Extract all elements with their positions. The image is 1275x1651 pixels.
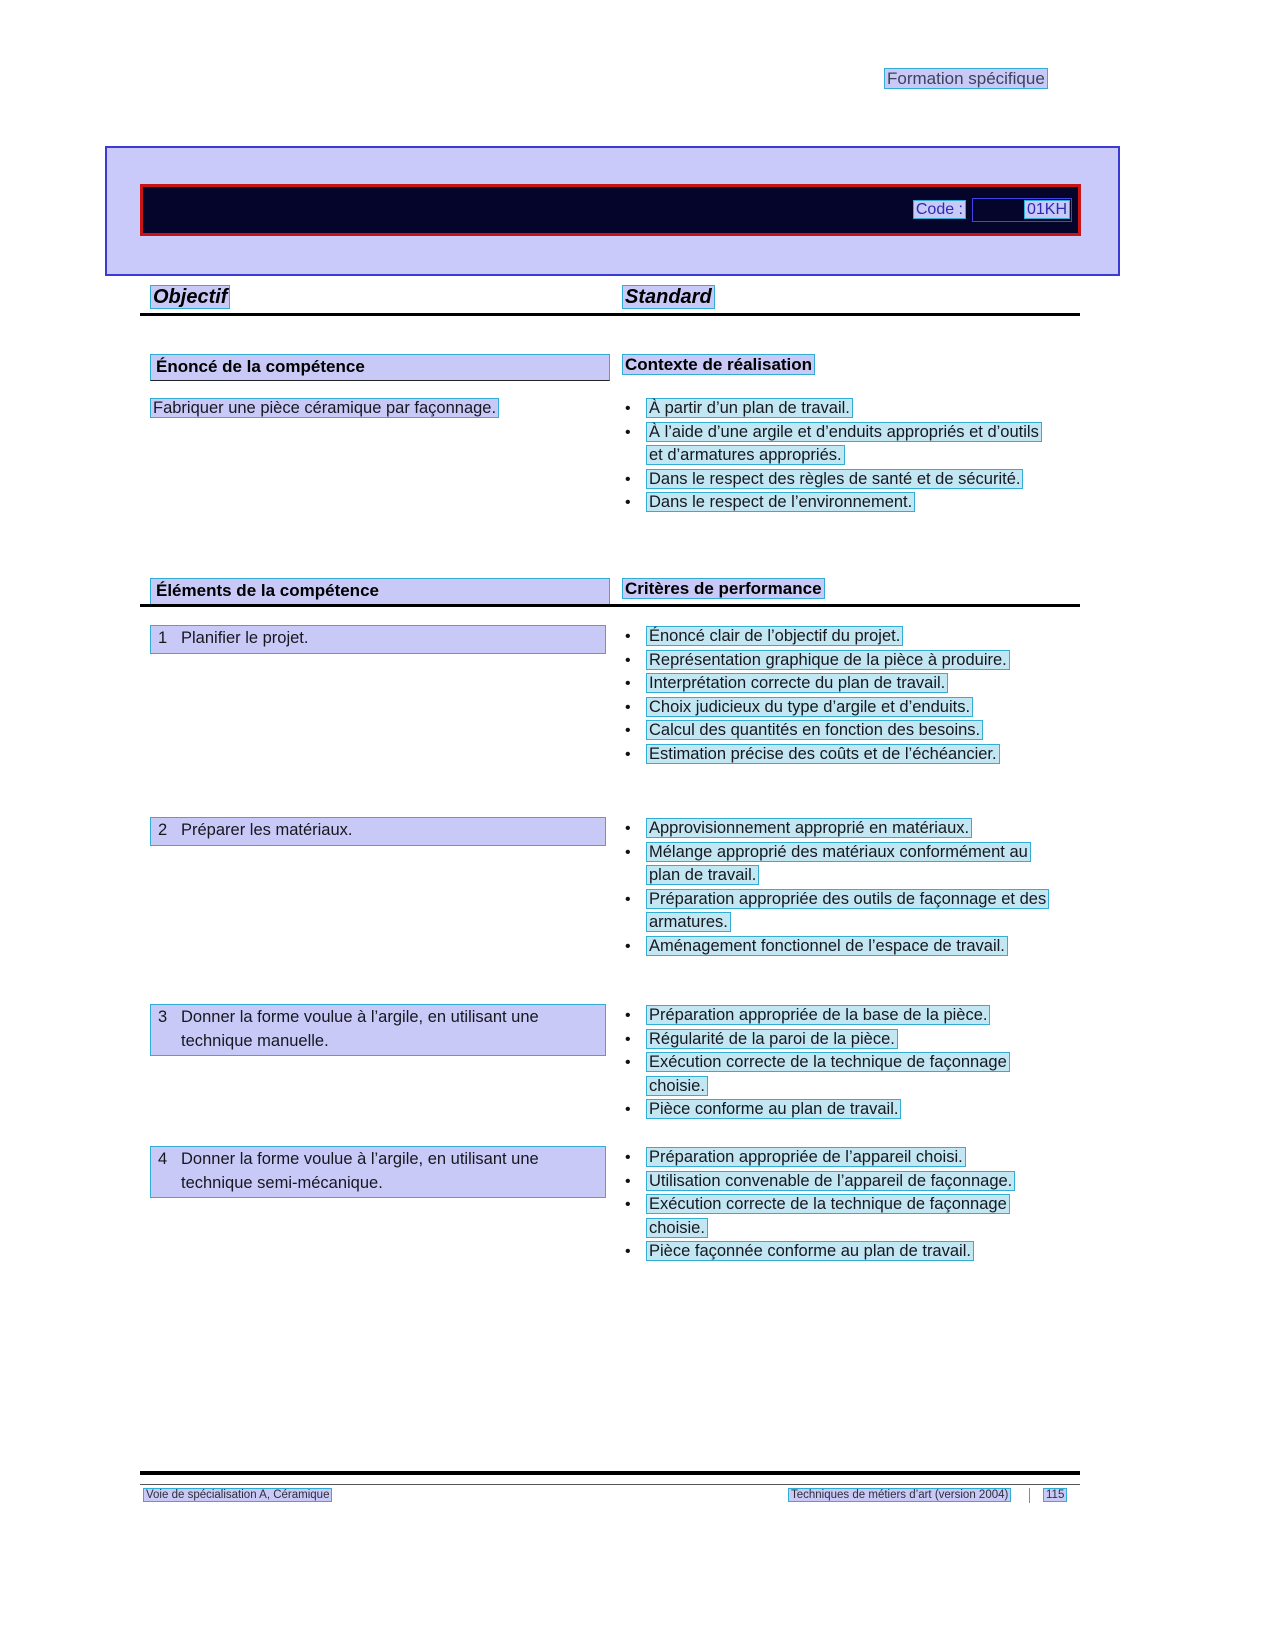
bullet-item (623, 491, 1050, 515)
bullet-icon: • (625, 675, 631, 693)
bullet-text: Dans le respect des règles de santé et de sécurité. (646, 469, 1023, 489)
item-number: 1 (158, 629, 168, 647)
competence-element-4 (150, 1146, 606, 1198)
bullet-icon: • (625, 651, 631, 669)
code-field (972, 198, 1072, 222)
item-number: 2 (158, 821, 168, 839)
competence-element-1 (150, 625, 606, 654)
bullet-item (623, 1146, 1050, 1170)
bullet-icon: • (625, 470, 631, 488)
bullet-text: Utilisation convenable de l’appareil de façonnage. (646, 1171, 1015, 1191)
criteria-bullet-list-3 (623, 1004, 1050, 1122)
bullet-item (623, 817, 1050, 841)
section2-left-header: Éléments de la compétence (150, 578, 610, 605)
bullet-item (623, 743, 1050, 767)
bullet-icon: • (625, 1007, 631, 1024)
bullet-item (623, 1004, 1050, 1028)
bullet-icon: • (625, 1030, 631, 1048)
bullet-item (623, 1193, 1050, 1240)
bullet-text: Pièce façonnée conforme au plan de travail. (646, 1241, 974, 1261)
bullet-item (623, 1098, 1050, 1122)
objectif-title: Objectif (150, 286, 230, 309)
bullet-text: Préparation appropriée des outils de façonnage et des armatures. (646, 889, 1049, 933)
bullet-icon: • (625, 843, 631, 861)
bullet-icon: • (625, 1149, 631, 1166)
competence-statement: Fabriquer une pièce céramique par façonnage. (150, 397, 499, 421)
bullet-icon: • (625, 1101, 631, 1119)
competence-element-2 (150, 817, 606, 846)
bullet-text: Choix judicieux du type d’argile et d’enduits. (646, 697, 973, 717)
code-value: 01KH (1024, 201, 1070, 219)
bullet-text: Régularité de la paroi de la pièce. (646, 1029, 898, 1049)
standard-title: Standard (622, 286, 715, 309)
code-label: Code : (913, 201, 966, 219)
bullet-icon: • (625, 745, 631, 763)
section1-right-header: Contexte de réalisation (622, 355, 815, 375)
footer-left: Voie de spécialisation A, Céramique (143, 1489, 332, 1501)
bullet-icon: • (625, 1196, 631, 1214)
bullet-text: Énoncé clair de l’objectif du projet. (646, 626, 903, 646)
bullet-text: Calcul des quantités en fonction des besoins. (646, 720, 983, 740)
bullet-icon: • (625, 937, 631, 955)
footer-rule-thin (140, 1484, 1080, 1485)
footer-divider (1029, 1488, 1030, 1503)
footer-page-number: 115 (1043, 1489, 1067, 1501)
bullet-item (623, 696, 1050, 720)
bullet-icon: • (625, 1172, 631, 1190)
bullet-icon: • (625, 1054, 631, 1072)
bullet-icon: • (625, 722, 631, 740)
bullet-icon: • (625, 1243, 631, 1261)
bullet-item (623, 1170, 1050, 1194)
bullet-item (623, 1028, 1050, 1052)
bullet-text: À partir d’un plan de travail. (646, 398, 853, 418)
title-banner (140, 184, 1081, 236)
bullet-text: Représentation graphique de la pièce à produire. (646, 650, 1010, 670)
bullet-item (623, 1240, 1050, 1264)
item-number: 3 (158, 1008, 168, 1026)
bullet-item (623, 397, 1050, 421)
bullet-item (623, 1051, 1050, 1098)
horizontal-rule (140, 313, 1080, 316)
bullet-text: Pièce conforme au plan de travail. (646, 1099, 901, 1119)
running-header-text: Formation spécifique (884, 68, 1048, 89)
bullet-text: Approvisionnement approprié en matériaux. (646, 818, 972, 838)
footer-right: Techniques de métiers d’art (version 2004) (788, 1489, 1011, 1501)
bullet-text: Aménagement fonctionnel de l’espace de travail. (646, 936, 1008, 956)
bullet-icon: • (625, 400, 631, 417)
bullet-icon: • (625, 423, 631, 441)
title-box (105, 146, 1120, 276)
bullet-item (623, 672, 1050, 696)
bullet-item (623, 421, 1050, 468)
bullet-text: Dans le respect de l’environnement. (646, 492, 915, 512)
bullet-icon: • (625, 890, 631, 908)
bullet-item (623, 625, 1050, 649)
bullet-icon: • (625, 698, 631, 716)
bullet-item (623, 935, 1050, 959)
item-text: Donner la forme voulue à l’argile, en utilisant une technique semi-mécanique. (181, 1150, 539, 1192)
bullet-text: Estimation précise des coûts et de l’échéancier. (646, 744, 1000, 764)
criteria-bullet-list-4 (623, 1146, 1050, 1264)
bullet-text: Interprétation correcte du plan de travail. (646, 673, 948, 693)
item-text: Donner la forme voulue à l’argile, en utilisant une technique manuelle. (181, 1008, 539, 1050)
footer-rule-thick (140, 1471, 1080, 1475)
item-number: 4 (158, 1150, 168, 1168)
bullet-icon: • (625, 494, 631, 512)
horizontal-rule (140, 604, 1080, 607)
bullet-text: Mélange approprié des matériaux conformément au plan de travail. (646, 842, 1031, 886)
bullet-item (623, 888, 1050, 935)
section2-right-header: Critères de performance (622, 579, 825, 599)
criteria-bullet-list-2 (623, 817, 1050, 959)
bullet-text: Préparation appropriée de la base de la pièce. (646, 1005, 990, 1025)
competence-element-3 (150, 1004, 606, 1056)
bullet-text: À l’aide d’une argile et d’enduits appropriés et d’outils et d’armatures appropriés. (646, 422, 1042, 466)
bullet-item (623, 841, 1050, 888)
bullet-item (623, 719, 1050, 743)
running-header (884, 69, 1048, 89)
item-text: Préparer les matériaux. (181, 821, 353, 839)
bullet-item (623, 649, 1050, 673)
bullet-text: Exécution correcte de la technique de façonnage choisie. (646, 1052, 1010, 1096)
item-text: Planifier le projet. (181, 629, 309, 647)
bullet-icon: • (625, 628, 631, 645)
bullet-text: Exécution correcte de la technique de façonnage choisie. (646, 1194, 1010, 1238)
section1-left-header: Énoncé de la compétence (150, 354, 610, 381)
bullet-item (623, 468, 1050, 492)
context-bullet-list (623, 397, 1050, 515)
bullet-icon: • (625, 820, 631, 837)
criteria-bullet-list-1 (623, 625, 1050, 767)
bullet-text: Préparation appropriée de l’appareil choisi. (646, 1147, 966, 1167)
